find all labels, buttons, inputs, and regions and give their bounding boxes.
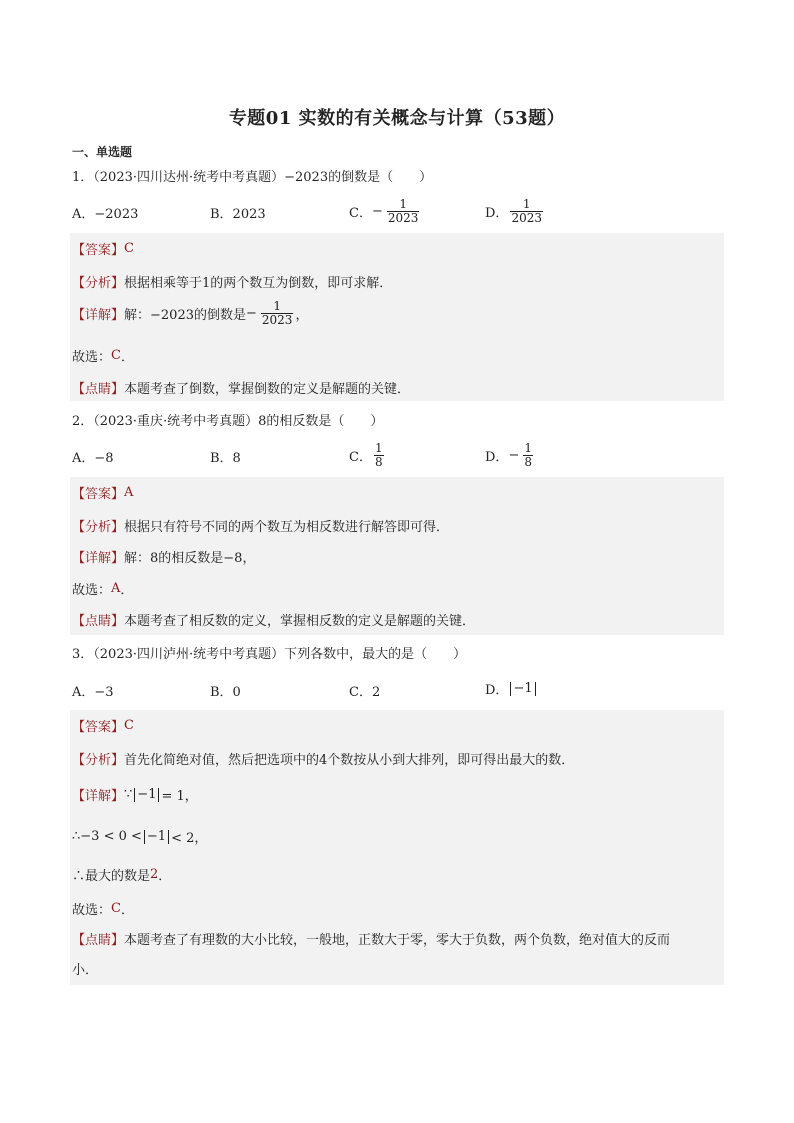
denominator: 2023 bbox=[387, 211, 419, 225]
q3-detail-line bbox=[72, 785, 198, 804]
analysis-tag: 【分析】 bbox=[72, 276, 125, 291]
analysis-text: 根据相乘等于1的两个数互为倒数，即可求解． bbox=[124, 276, 393, 291]
q2-detail-line bbox=[72, 547, 255, 566]
denominator: 2023 bbox=[511, 211, 542, 225]
q1-analysis-line bbox=[72, 272, 392, 291]
q1-comment-line bbox=[72, 378, 410, 397]
denominator: 8 bbox=[524, 455, 532, 469]
q3-comment-line-2: 小． bbox=[72, 963, 99, 978]
detail-text: 解：8的相反数是−8， bbox=[124, 551, 256, 566]
q1-answer-line bbox=[72, 239, 134, 258]
q2-comment-line bbox=[72, 610, 475, 629]
detail-sign: − bbox=[246, 306, 257, 321]
q2-option-b: B．8 bbox=[210, 451, 241, 466]
q3-step2-line bbox=[72, 865, 171, 884]
q3-option-d-label: D． bbox=[485, 683, 509, 698]
answer-tag: 【答案】 bbox=[72, 487, 125, 502]
step2-value: 2 bbox=[150, 867, 159, 882]
q3-choose-line bbox=[72, 899, 134, 918]
q2-option-d-sign: − bbox=[508, 448, 520, 463]
q2-answer-box bbox=[70, 477, 724, 635]
choose-end: ． bbox=[120, 350, 134, 365]
analysis-tag: 【分析】 bbox=[72, 753, 125, 768]
detail-tag: 【详解】 bbox=[72, 308, 125, 323]
q1-detail-line bbox=[72, 300, 308, 327]
analysis-text: 首先化简绝对值，然后把选项中的4个数按从小到大排列，即可得出最大的数． bbox=[124, 753, 575, 768]
comment-tag: 【点睛】 bbox=[72, 614, 125, 629]
answer-tag: 【答案】 bbox=[72, 243, 125, 258]
q1-option-d-label: D． bbox=[485, 206, 509, 221]
numerator: 1 bbox=[273, 299, 281, 313]
step2-prefix: ∴最大的数是 bbox=[72, 869, 151, 884]
detail-prefix: ∵ bbox=[124, 787, 133, 802]
step1-end: < 2， bbox=[171, 831, 208, 846]
choose-prefix: 故选： bbox=[72, 583, 112, 598]
q2-option-c-label: C． bbox=[349, 450, 372, 465]
detail-text: 解：−2023的倒数是 bbox=[124, 308, 246, 323]
comment-text: 本题考查了有理数的大小比较，一般地，正数大于零，零大于负数，两个负数，绝对值大的反而 bbox=[124, 933, 671, 948]
q1-option-a: A．−2023 bbox=[72, 207, 139, 222]
choose-value: C bbox=[111, 901, 121, 916]
q1-option-b: B．2023 bbox=[210, 207, 266, 222]
q1-option-d bbox=[485, 198, 545, 225]
q1-option-d-fraction bbox=[510, 198, 543, 225]
detail-fraction bbox=[261, 300, 294, 327]
numerator: 1 bbox=[524, 441, 532, 455]
choose-end: ． bbox=[120, 903, 134, 918]
comment-text: 本题考查了相反数的定义，掌握相反数的定义是解题的关键． bbox=[124, 614, 476, 629]
comment-tag: 【点睛】 bbox=[72, 382, 125, 397]
q2-choose-line bbox=[72, 579, 133, 598]
choose-prefix: 故选： bbox=[72, 903, 112, 918]
q3-answer-line bbox=[72, 716, 134, 735]
q1-option-c-label: C． bbox=[349, 206, 372, 221]
section-heading: 一、单选题 bbox=[72, 145, 133, 159]
choose-prefix: 故选： bbox=[72, 350, 112, 365]
choose-value: A bbox=[111, 581, 121, 596]
question-3-stem: 3．（2023·四川泸州·统考中考真题）下列各数中，最大的是（ ） bbox=[72, 647, 467, 662]
detail-tag: 【详解】 bbox=[72, 789, 125, 804]
numerator: 1 bbox=[374, 441, 383, 455]
question-3-options bbox=[72, 677, 732, 705]
q2-option-d-fraction bbox=[523, 442, 533, 469]
q3-analysis-line bbox=[72, 749, 574, 768]
q3-option-a: A．−3 bbox=[72, 685, 114, 700]
q3-answer-box bbox=[70, 710, 724, 985]
answer-value: C bbox=[124, 718, 134, 733]
answer-tag: 【答案】 bbox=[72, 720, 125, 735]
q3-option-d-absolute-value: −1 bbox=[510, 682, 535, 696]
q2-answer-line bbox=[72, 483, 133, 502]
question-2-options bbox=[72, 442, 732, 470]
choose-value: C bbox=[111, 348, 121, 363]
q3-comment-line bbox=[72, 929, 670, 948]
q3-step1-line bbox=[72, 827, 207, 846]
answer-value: C bbox=[124, 241, 134, 256]
numerator: 1 bbox=[399, 197, 407, 211]
question-1-stem: 1．（2023·四川达州·统考中考真题）−2023的倒数是（ ） bbox=[72, 170, 433, 185]
q2-option-c bbox=[349, 442, 386, 469]
detail-tag: 【详解】 bbox=[72, 551, 125, 566]
q2-option-c-fraction bbox=[374, 442, 384, 469]
q2-option-a: A．−8 bbox=[72, 451, 114, 466]
q1-choose-line bbox=[72, 346, 134, 365]
comment-text: 本题考查了倒数，掌握倒数的定义是解题的关键． bbox=[124, 382, 411, 397]
denominator: 8 bbox=[374, 455, 383, 469]
numerator: 1 bbox=[522, 197, 531, 211]
q1-option-c-sign: − bbox=[371, 204, 383, 219]
q3-option-c: C．2 bbox=[349, 685, 381, 700]
step1-absolute-value: −1 bbox=[144, 830, 169, 844]
comment-tag: 【点睛】 bbox=[72, 933, 125, 948]
page-title: 专题01 实数的有关概念与计算（53题） bbox=[228, 108, 566, 129]
q1-answer-box bbox=[70, 233, 724, 401]
analysis-tag: 【分析】 bbox=[72, 520, 125, 535]
q2-option-d-label: D． bbox=[485, 450, 509, 465]
q3-option-d bbox=[485, 679, 538, 698]
question-2-stem: 2．（2023·重庆·统考中考真题）8的相反数是（ ） bbox=[72, 414, 384, 429]
denominator: 2023 bbox=[261, 313, 293, 327]
q1-option-c bbox=[349, 198, 421, 225]
step1-prefix: ∴−3 < 0 < bbox=[72, 829, 142, 844]
q3-option-b: B．0 bbox=[210, 685, 241, 700]
q2-option-d bbox=[485, 442, 535, 469]
detail-absolute-value: −1 bbox=[134, 788, 159, 802]
analysis-text: 根据只有符号不同的两个数互为相反数进行解答即可得． bbox=[124, 520, 450, 535]
q1-option-c-fraction bbox=[387, 198, 420, 225]
step2-end: ． bbox=[158, 869, 172, 884]
question-1-options bbox=[72, 198, 732, 226]
answer-value: A bbox=[124, 485, 134, 500]
detail-end: ， bbox=[295, 308, 309, 323]
q2-analysis-line bbox=[72, 516, 449, 535]
choose-end: ． bbox=[120, 583, 134, 598]
detail-end: = 1， bbox=[161, 789, 198, 804]
